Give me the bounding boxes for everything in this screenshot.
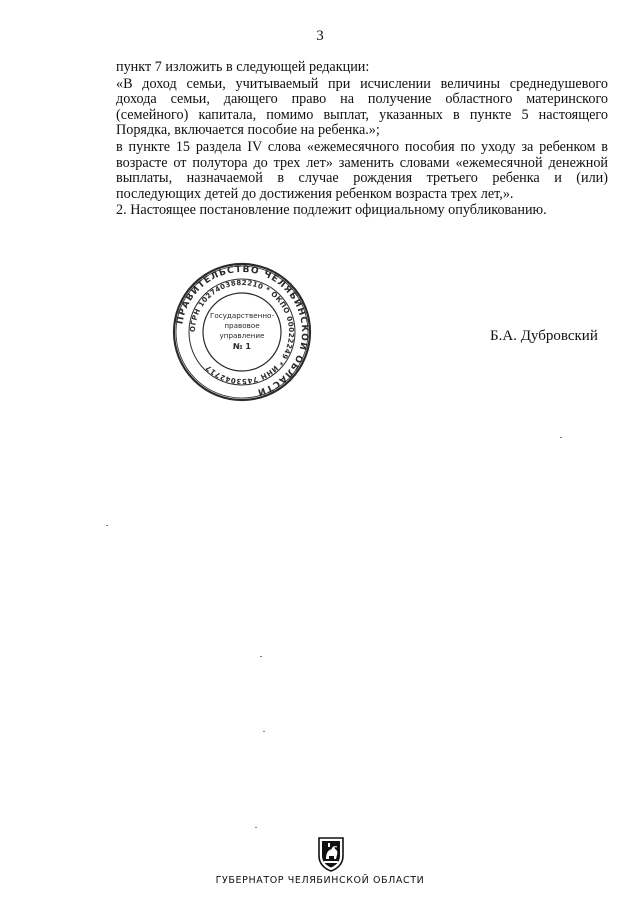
stamp-center-line-1: Государственно- [209, 311, 275, 320]
stamp-inner-ring-codes: ОГРН 1027403882210 * ОКПО 00022249 * ИНН 7453042717 [188, 278, 296, 386]
page-number: 3 [316, 28, 324, 44]
scan-speck [255, 827, 257, 828]
stamp-center-line-2: правовое [224, 321, 260, 330]
official-round-stamp [172, 262, 312, 402]
paragraph-item-15-instruction: в пункте 15 раздела IV слова «ежемесячного пособия по уходу за ребенком в возрасте от полутора до трех лет» заменить словами «ежемесячной денежной выплаты, назначаемой в случае рождения третьего ребенка и (или) последующих детей до достижения ребенком возраста трех лет,». [116, 138, 608, 202]
scan-speck [263, 731, 265, 732]
document-body [116, 60, 608, 220]
scan-speck [106, 525, 108, 526]
stamp-outer-ring-text: ПРАВИТЕЛЬСТВО ЧЕЛЯБИНСКОЙ ОБЛАСТИ [175, 264, 310, 398]
stamp-center-line-3: управление [219, 331, 265, 340]
scan-speck [560, 437, 562, 438]
chelyabinsk-coat-of-arms-icon [316, 836, 346, 872]
paragraph-item-7-instruction: пункт 7 изложить в следующей редакции: [116, 59, 370, 75]
paragraph-publication-clause: 2. Настоящее постановление подлежит официальному опубликованию. [116, 202, 547, 219]
letterhead-footer: ГУБЕРНАТОР ЧЕЛЯБИНСКОЙ ОБЛАСТИ [215, 875, 425, 886]
paragraph-quoted-amendment: «В доход семьи, учитываемый при исчислении величины среднедушевого дохода семьи, дающего право на получение областного материнского (семейного) капитала, помимо выплат, указанных в пункте 5 настоящего Порядка, включается пособие на ребенка.»; [116, 75, 608, 139]
scan-speck [260, 656, 262, 657]
signatory-name: Б.А. Дубровский [490, 328, 598, 344]
stamp-center-line-4: № 1 [233, 342, 251, 351]
